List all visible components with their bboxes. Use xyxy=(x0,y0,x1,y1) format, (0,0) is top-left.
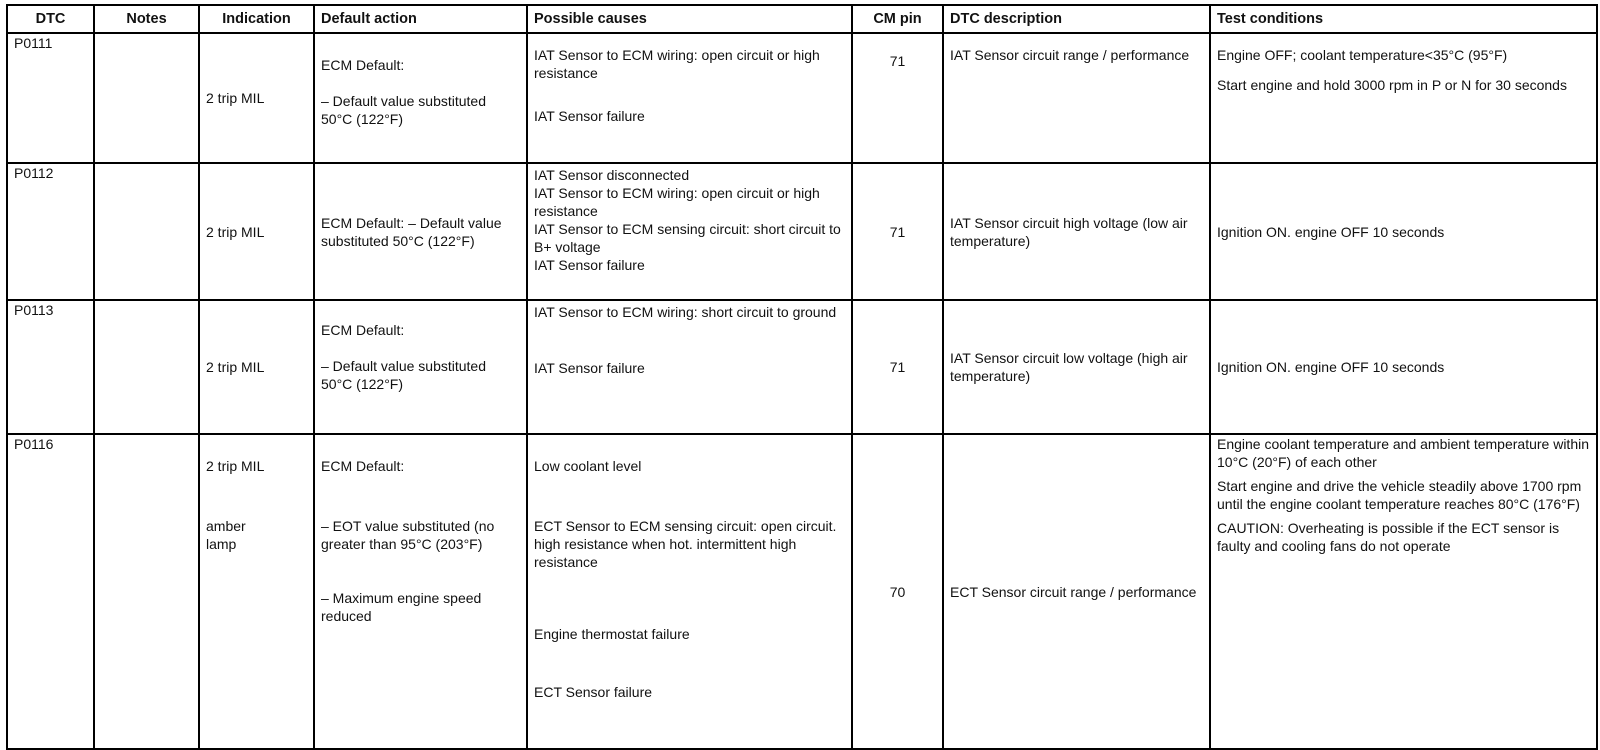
cause-item: ECT Sensor failure xyxy=(534,684,653,700)
indication-cell xyxy=(199,434,314,749)
notes-cell xyxy=(94,33,199,163)
default-action-line: – Default value substituted 50°C (122°F) xyxy=(321,358,486,392)
cause-item: IAT Sensor to ECM wiring: open circuit or high resistance xyxy=(534,47,820,81)
table-row xyxy=(7,33,1597,163)
dtc-description-cell xyxy=(943,434,1210,749)
default-action-line: – Default value substituted 50°C (122°F) xyxy=(321,93,486,127)
default-action-cell xyxy=(314,434,527,749)
indication-text: 2 trip MIL xyxy=(206,458,265,474)
dtc-code: P0116 xyxy=(7,434,94,749)
dtc-description-text: ECT Sensor circuit range / performance xyxy=(950,583,1197,600)
cm-pin-cell xyxy=(852,33,943,163)
table-row xyxy=(7,434,1597,749)
test-conditions-cell xyxy=(1210,163,1597,300)
possible-causes-cell xyxy=(527,434,852,749)
cm-pin-value: 71 xyxy=(889,223,906,240)
dtc-code: P0112 xyxy=(7,163,94,300)
test-condition-item: Start engine and hold 3000 rpm in P or N for 30 seconds xyxy=(1217,77,1567,93)
cause-item: IAT Sensor failure xyxy=(534,360,645,376)
test-condition-item: Ignition ON. engine OFF 10 seconds xyxy=(1217,223,1445,240)
default-action-line: ECM Default: xyxy=(321,322,405,338)
cause-item: IAT Sensor failure xyxy=(534,257,645,273)
default-action-line: – EOT value substituted (no greater than 95°C (203°F) xyxy=(321,518,495,552)
cause-item: IAT Sensor to ECM wiring: short circuit to ground xyxy=(534,304,837,320)
cm-pin-cell xyxy=(852,434,943,749)
test-conditions-cell xyxy=(1210,300,1597,434)
test-condition-item: Ignition ON. engine OFF 10 seconds xyxy=(1217,359,1445,375)
indication-text: amber lamp xyxy=(206,518,246,552)
notes-cell xyxy=(94,300,199,434)
notes-cell xyxy=(94,434,199,749)
indication-cell xyxy=(199,163,314,300)
indication-text: 2 trip MIL xyxy=(206,223,265,240)
indication-text: 2 trip MIL xyxy=(206,359,265,375)
notes-cell xyxy=(94,163,199,300)
default-action-line: ECM Default: xyxy=(321,57,405,73)
indication-cell xyxy=(199,300,314,434)
header-test-conditions: Test conditions xyxy=(1210,5,1597,33)
possible-causes-cell xyxy=(527,300,852,434)
default-action-cell xyxy=(314,300,527,434)
dtc-description-text: IAT Sensor circuit high voltage (low air temperature) xyxy=(950,214,1188,249)
dtc-code: P0111 xyxy=(7,33,94,163)
cause-item: IAT Sensor failure xyxy=(534,108,645,124)
default-action-line: – Maximum engine speed reduced xyxy=(321,590,482,624)
possible-causes-cell xyxy=(527,33,852,163)
test-conditions-cell xyxy=(1210,434,1597,749)
cm-pin-value: 70 xyxy=(889,583,906,600)
dtc-description-cell xyxy=(943,163,1210,300)
cause-item: ECT Sensor to ECM sensing circuit: open circuit. high resistance when hot. intermittent high resistance xyxy=(534,518,837,570)
table-row xyxy=(7,300,1597,434)
header-dtc-description: DTC description xyxy=(943,5,1210,33)
header-cm-pin: CM pin xyxy=(852,5,943,33)
dtc-description-text: IAT Sensor circuit low voltage (high air temperature) xyxy=(950,350,1188,384)
cause-item: IAT Sensor disconnected xyxy=(534,167,690,183)
test-condition-item: Engine OFF; coolant temperature<35°C (95°F) xyxy=(1217,47,1508,63)
test-condition-item: Engine coolant temperature and ambient temperature within 10°C (20°F) of each other xyxy=(1217,436,1589,470)
default-action-cell xyxy=(314,163,527,300)
cause-item: Engine thermostat failure xyxy=(534,626,690,642)
cm-pin-cell xyxy=(852,163,943,300)
cm-pin-value: 71 xyxy=(889,53,906,69)
default-action-cell xyxy=(314,33,527,163)
header-row xyxy=(7,5,1597,33)
header-indication: Indication xyxy=(199,5,314,33)
possible-causes-cell xyxy=(527,163,852,300)
cause-item: IAT Sensor to ECM wiring: open circuit or high resistance xyxy=(534,185,820,219)
header-notes: Notes xyxy=(94,5,199,33)
header-dtc: DTC xyxy=(7,5,94,33)
indication-cell xyxy=(199,33,314,163)
header-default-action: Default action xyxy=(314,5,527,33)
dtc-description-cell xyxy=(943,300,1210,434)
dtc-description-text: IAT Sensor circuit range / performance xyxy=(950,47,1190,63)
dtc-table xyxy=(6,4,1598,750)
cause-item: Low coolant level xyxy=(534,458,642,474)
default-action-line: ECM Default: – Default value substituted 50°C (122°F) xyxy=(321,214,502,249)
cm-pin-cell xyxy=(852,300,943,434)
dtc-code: P0113 xyxy=(7,300,94,434)
test-condition-item: Start engine and drive the vehicle steadily above 1700 rpm until the engine coolant temperature reaches 80°C (176°F) xyxy=(1217,478,1582,512)
dtc-description-cell xyxy=(943,33,1210,163)
test-conditions-cell xyxy=(1210,33,1597,163)
table-row xyxy=(7,163,1597,300)
test-condition-item: CAUTION: Overheating is possible if the ECT sensor is faulty and cooling fans do not operate xyxy=(1217,520,1560,554)
cm-pin-value: 71 xyxy=(889,359,906,375)
cause-item: IAT Sensor to ECM sensing circuit: short circuit to B+ voltage xyxy=(534,221,841,255)
header-possible-causes: Possible causes xyxy=(527,5,852,33)
indication-text: 2 trip MIL xyxy=(206,90,265,106)
default-action-line: ECM Default: xyxy=(321,458,405,474)
